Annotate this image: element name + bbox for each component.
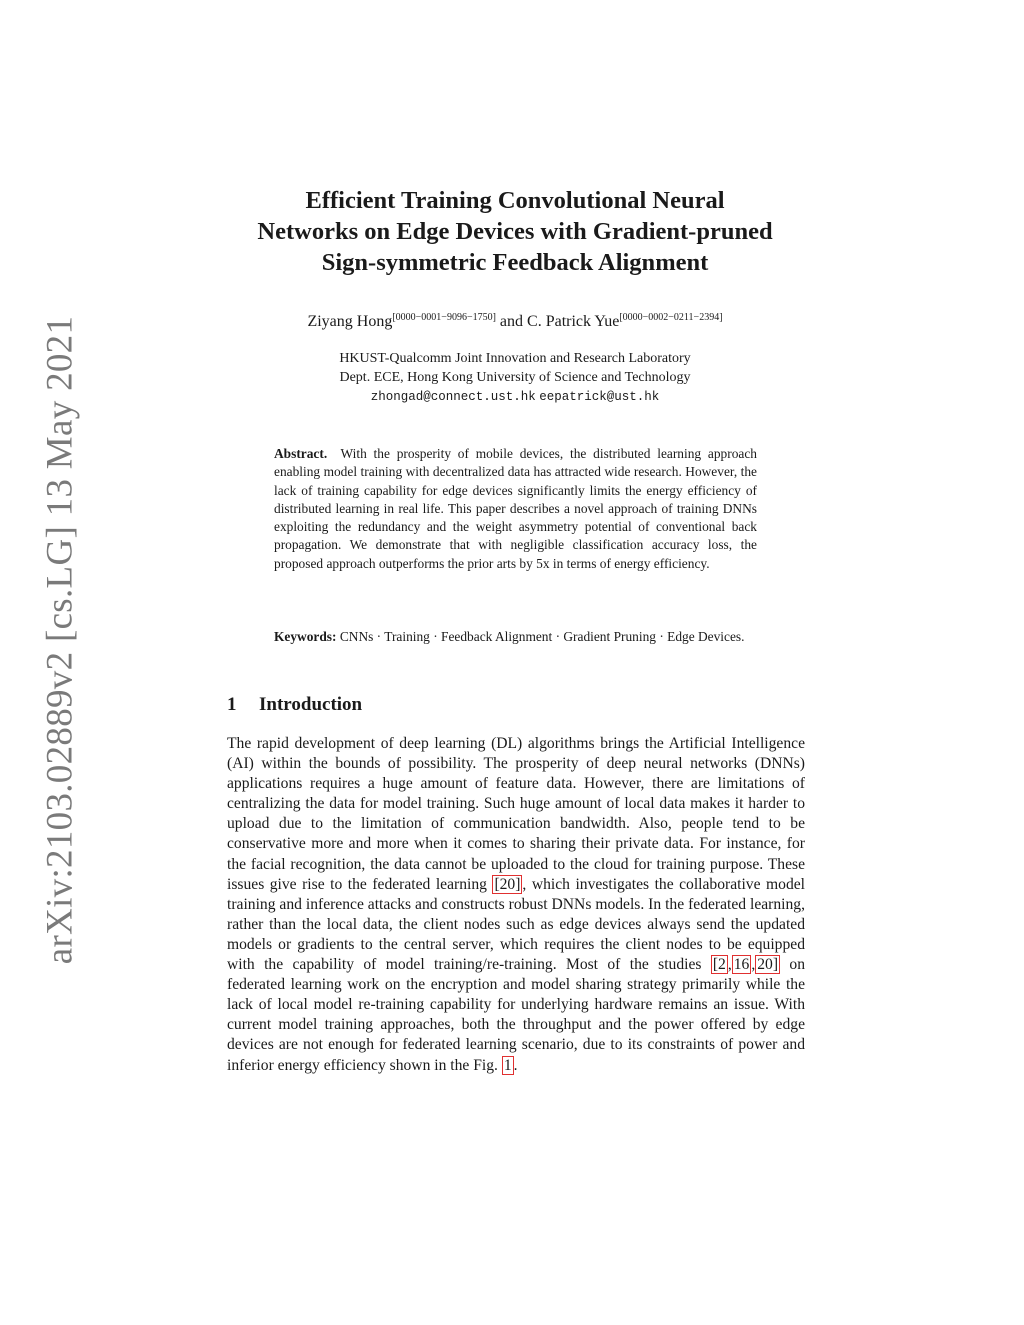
arxiv-side-stamp: arXiv:2103.02889v2 [cs.LG] 13 May 2021 (39, 315, 81, 965)
abstract-text: With the prosperity of mobile devices, the distributed learning approach enabling model training with decentralized data has attracted wide research. However, the lack of training capability for edge devices significantly limits the energy efficiency of distributed learning in real life. This paper describes a novel approach of training DNNs exploiting the redundancy and the weight asymmetry potential of conventional back propagation. We demonstrate that with negligible classification accuracy loss, the proposed approach outperforms the prior arts by 5x in terms of energy efficiency. (274, 446, 757, 571)
section-number: 1 (227, 694, 237, 715)
abstract (274, 445, 757, 573)
author-name: Ziyang Hong (307, 313, 393, 330)
abstract-label: Abstract. (274, 446, 328, 461)
orcid-link[interactable]: [0000−0001−9096−1750] (392, 312, 496, 323)
affiliation-line: Dept. ECE, Hong Kong University of Science and Technology (339, 370, 691, 385)
intro-text: The rapid development of deep learning (DL) algorithms brings the Artificial Intelligence (AI) within the bounds of possibility. The prosperity of deep neural networks (DNNs) applications requires a huge amount of feature data. However, there are limitations of centralizing the data for model training. Such huge amount of local data makes it harder to upload due to the limitation of communication bandwidth. Also, people tend to be conservative more and more when it comes to sharing their private data. For instance, for the facial recognition, the data cannot be uploaded to the cloud for training purpose. These issues give rise to the federated learning (227, 735, 805, 893)
author-line (170, 312, 860, 331)
intro-text: on federated learning work on the encryption and model sharing strategy primarily while the lack of local model re-training capability for underlying hardware remains an issue. With current model training approaches, both the throughput and the power offered by edge devices are not enough for federated learning scenario, due to its constraints of power and inferior energy efficiency shown in the Fig. (227, 956, 806, 1074)
title-line: Networks on Edge Devices with Gradient-pruned (257, 218, 773, 245)
affiliation-line: HKUST-Qualcomm Joint Innovation and Research Laboratory (339, 351, 691, 366)
keywords-label: Keywords: (274, 629, 337, 644)
figure-ref-link[interactable]: 1 (503, 1056, 512, 1074)
citation-link[interactable]: 16 (733, 956, 750, 974)
title-line: Sign-symmetric Feedback Alignment (321, 249, 709, 276)
intro-paragraph: The rapid development of deep learning (DL) algorithms brings the Artificial Intelligence (AI) within the bounds of possibility. The prosperity of deep neural networks (DNNs) applications requires a huge amount of feature data. However, there are limitations of centralizing the data for model training. Such huge amount of local data makes it harder to upload due to the limitation of communication bandwidth. Also, people tend to be conservative more and more when it comes to sharing their private data. For instance, for the facial recognition, the data cannot be uploaded to the cloud for training purpose. These issues give rise to the federated learning [20] , which investigates the collaborative model training and inference attacks and constructs robust DNNs models. In the federated learning, rather than the local data, the client nodes such as edge devices always send the updated models or gradients to the central server, which requires the client nodes to be equipped with the capability of model training/re-training. Most of the studies [2 , 16 , 20] on federated learning work on the encryption and model sharing strategy primarily while the lack of local model re-training capability for underlying hardware remains an issue. With current model training approaches, both the throughput and the power offered by edge devices are not enough for federated learning scenario, due to its constraints of power and inferior energy efficiency shown in the Fig. 1 . (227, 735, 806, 1074)
title-line: Efficient Training Convolutional Neural (305, 187, 725, 214)
keywords-text: CNNs · Training · Feedback Alignment · Gradient Pruning · Edge Devices. (339, 629, 745, 644)
affiliation-block (170, 349, 860, 407)
section-title: Introduction (259, 694, 363, 715)
citation-link[interactable]: [20] (494, 875, 521, 893)
citation-link[interactable]: 20] (757, 956, 779, 974)
orcid-link[interactable]: [0000−0002−0211−2394] (619, 312, 723, 323)
section-heading (227, 694, 362, 716)
intro-text: , which investigates the collaborative model training and inference attacks and constructs robust DNNs models. In the federated learning, rather than the local data, the client nodes such as edge devices always send the updated models or gradients to the central server, which requires the client nodes to be equipped with the capability of model training/re-training. Most of the studies (227, 875, 805, 974)
citation-link[interactable]: [2 (712, 956, 726, 974)
email-link[interactable]: zhongad@connect.ust.hk (370, 390, 536, 404)
keywords (274, 628, 757, 646)
author-name: and C. Patrick Yue (495, 313, 620, 330)
intro-text: . (513, 1056, 518, 1074)
paper-title (170, 185, 860, 278)
email-link[interactable]: eepatrick@ust.hk (539, 390, 660, 404)
email-line (170, 387, 860, 407)
